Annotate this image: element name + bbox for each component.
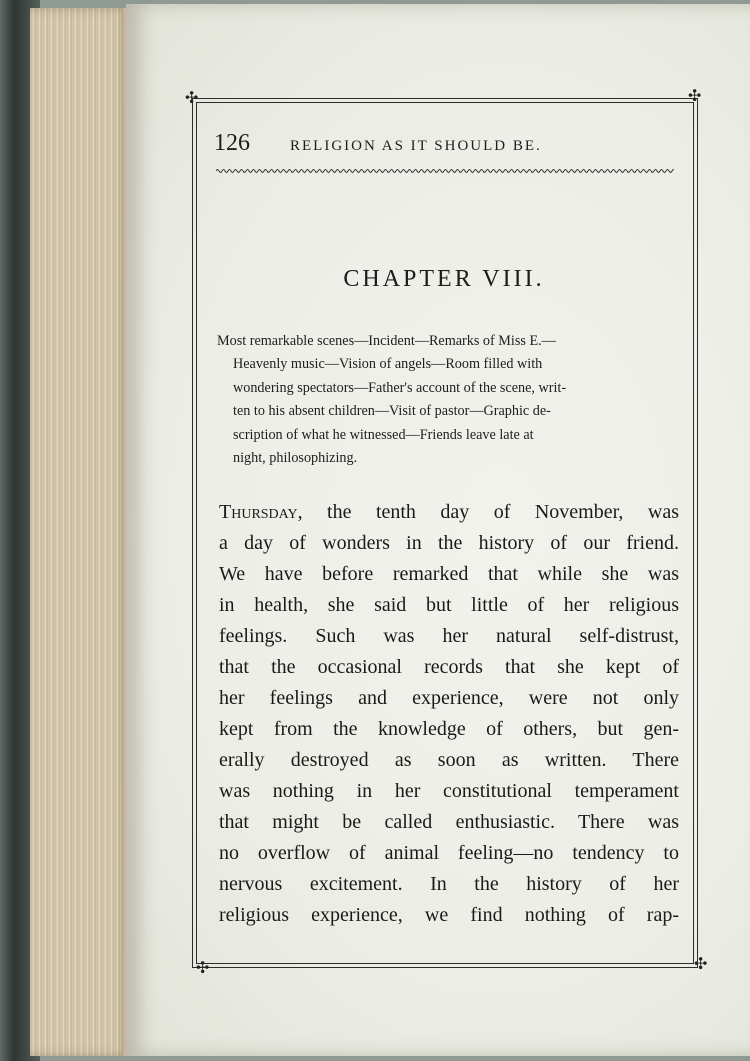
body-line: a day of wonders in the history of our friend. [219,532,679,554]
synopsis-line: night, philosophizing. [233,450,358,467]
body-line: that might be called enthusiastic. There was [219,811,679,833]
body-line: was nothing in her constitutional temperament [219,780,679,802]
first-line-rest: , the tenth day of November, was [297,501,679,523]
opening-word: Thursday [219,501,298,523]
corner-ornament-top-left: ✣ [185,88,199,107]
body-line: no overflow of animal feeling—no tendency to [219,842,679,864]
body-line [219,497,679,528]
chapter-synopsis [217,330,677,470]
corner-ornament-bottom-left: ✣ [196,958,210,977]
synopsis-line: ten to his absent children—Visit of pastor—Graphic de- [233,403,551,420]
synopsis-line: scription of what he witnessed—Friends leave late at [233,426,534,443]
page-number: 126 [214,130,250,156]
body-line: in health, she said but little of her religious [219,594,679,616]
body-line: feelings. Such was her natural self-distrust, [219,625,679,647]
running-head: RELIGION AS IT SHOULD BE. [290,138,542,154]
body-line: erally destroyed as soon as written. There [219,749,679,771]
page-edges [30,8,130,1056]
wavy-rule [216,166,674,176]
body-line: her feelings and experience, were not only [219,687,679,709]
corner-ornament-bottom-right: ✣ [694,954,708,973]
body-text [219,497,679,931]
synopsis-line: Heavenly music—Vision of angels—Room filled with [233,356,543,373]
body-line: religious experience, we find nothing of rap- [219,904,679,926]
chapter-title: CHAPTER VIII. [343,266,545,292]
body-line: kept from the knowledge of others, but gen- [219,718,679,740]
body-line: We have before remarked that while she was [219,563,679,585]
corner-ornament-top-right: ✣ [688,86,702,105]
synopsis-line: Most remarkable scenes—Incident—Remarks of Miss E.— [217,333,556,349]
body-line: nervous excitement. In the history of her [219,873,679,895]
body-line: that the occasional records that she kept of [219,656,679,678]
synopsis-line: wondering spectators—Father's account of the scene, writ- [233,379,567,396]
